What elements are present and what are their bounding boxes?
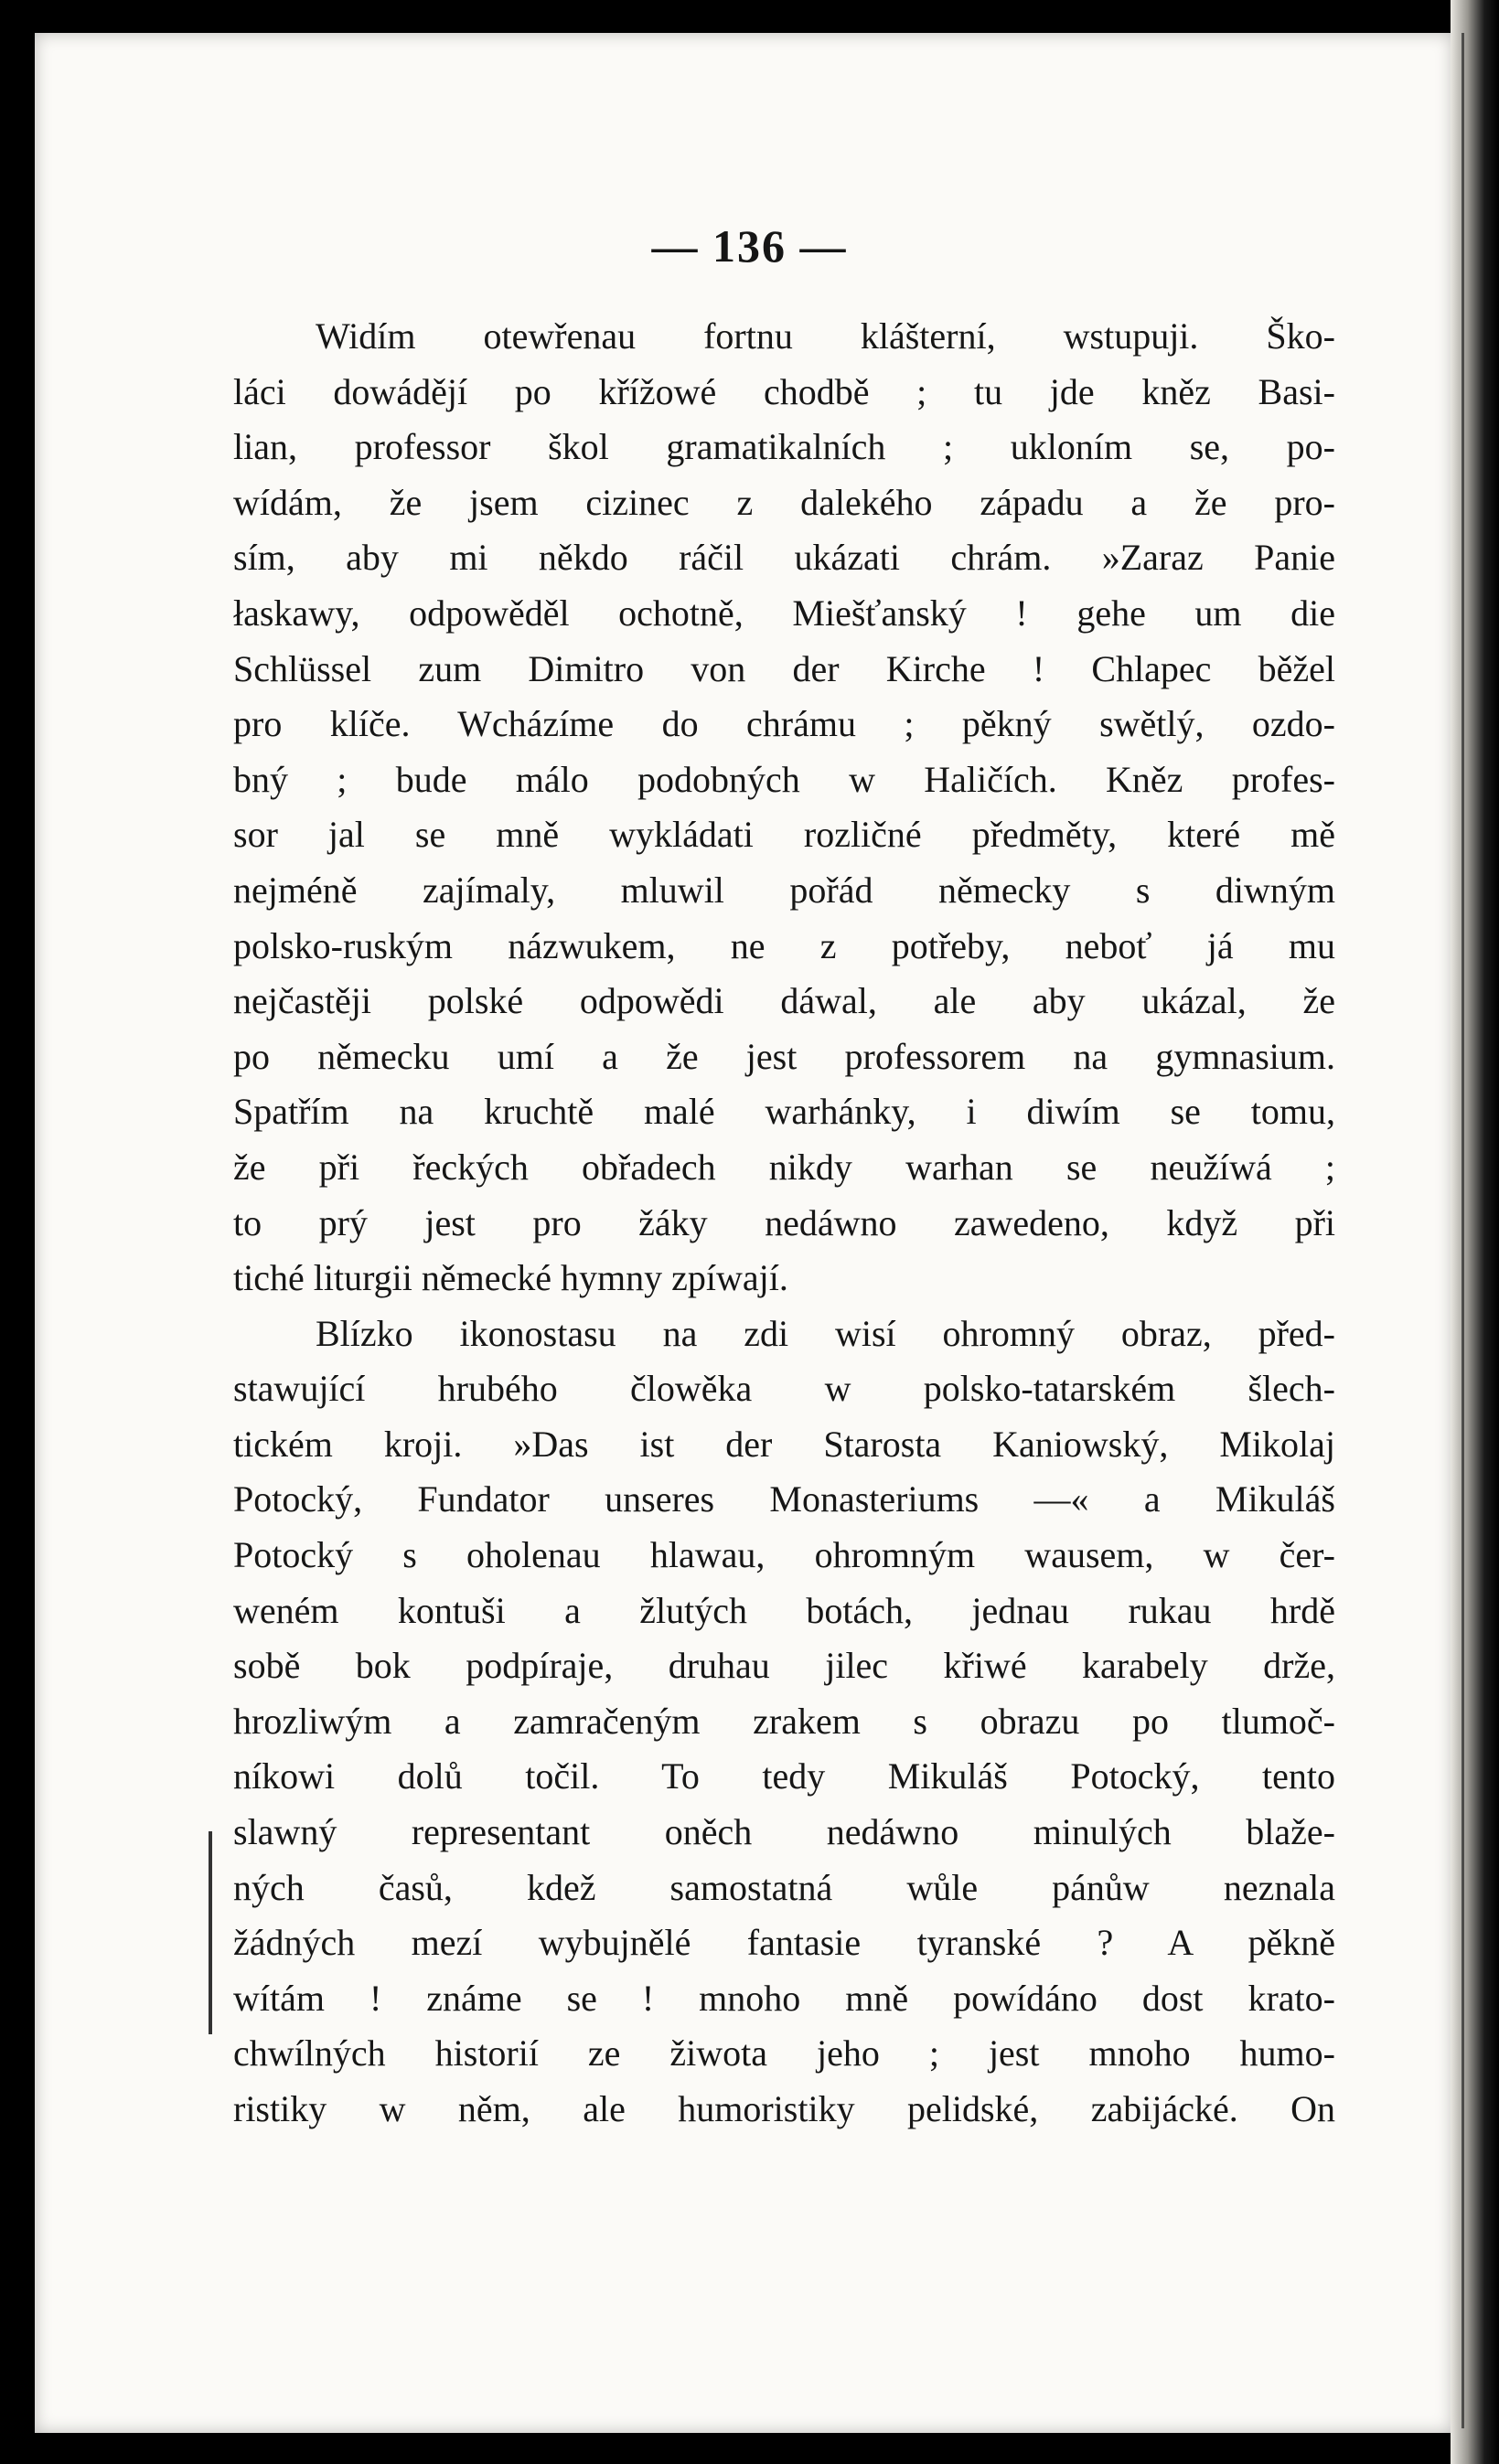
- page-number: — 136 —: [651, 220, 848, 272]
- text-line: hrozliwým a zamračeným zrakem s obrazu po tlumoč-: [233, 1700, 1335, 1742]
- text-line: sobě bok podpíraje, druhau jilec křiwé karabely drže,: [233, 1645, 1335, 1687]
- text-line: bný ; bude málo podobných w Haličích. Kněz profes-: [233, 758, 1335, 800]
- text-line: nejčastěji polské odpowědi dáwal, ale aby ukázal, že: [233, 980, 1335, 1022]
- text-line: že při řeckých obřadech nikdy warhan se neužíwá ;: [233, 1146, 1335, 1188]
- text-line: Blízko ikonostasu na zdi wisí ohromný obraz, před-: [316, 1312, 1335, 1354]
- text-line: nejméně zajímaly, mluwil pořád německy s diwným: [233, 869, 1335, 911]
- book-fold-shadow: [1451, 0, 1499, 2464]
- text-line: láci dowádějí po křížowé chodbě ; tu jde kněz Basi-: [233, 370, 1335, 412]
- text-line: stawující hrubého člowěka w polsko-tatarském šlech-: [233, 1368, 1335, 1410]
- text-line: žádných mezí wybujnělé fantasie tyranské ? A pěkně: [233, 1922, 1335, 1964]
- text-line: Spatřím na kruchtě malé warhánky, i diwím se tomu,: [233, 1091, 1335, 1133]
- text-line: wítám ! známe se ! mnoho mně powídáno dost krato-: [233, 1977, 1335, 2019]
- text-line: wídám, že jsem cizinec z dalekého západu a že pro-: [233, 481, 1335, 523]
- text-line: sor jal se mně wykládati rozličné předměty, které mě: [233, 814, 1335, 856]
- text-line: weném kontuši a žlutých botách, jednau rukau hrdě: [233, 1589, 1335, 1631]
- text-line: Potocký s oholenau hlawau, ohromným wausem, w čer-: [233, 1534, 1335, 1576]
- text-line: to prý jest pro žáky nedáwno zawedeno, když při: [233, 1201, 1335, 1243]
- text-line: Widím otewřenau fortnu klášterní, wstupuji. Ško-: [316, 315, 1335, 357]
- text-line: Potocký, Fundator unseres Monasteriums —« a Mikuláš: [233, 1478, 1335, 1520]
- text-line: ristiky w něm, ale humoristiky pelidské, zabijácké. On: [233, 2088, 1335, 2129]
- text-line: tickém kroji. »Das ist der Starosta Kaniowský, Mikolaj: [233, 1423, 1335, 1465]
- text-line: lian, professor škol gramatikalních ; ukloním se, po-: [233, 426, 1335, 468]
- text-line: Schlüssel zum Dimitro von der Kirche ! Chlapec běžel: [233, 647, 1335, 689]
- text-line: níkowi dolů točil. To tedy Mikuláš Potocký, tento: [233, 1755, 1335, 1797]
- text-line: pro klíče. Wcházíme do chrámu ; pěkný swětlý, ozdo-: [233, 703, 1335, 745]
- text-line: ných časů, kdež samostatná wůle pánůw neznala: [233, 1866, 1335, 1908]
- text-line: polsko-ruským názwukem, ne z potřeby, neboť já mu: [233, 924, 1335, 966]
- body-text: [233, 309, 1335, 2138]
- page-edge-rule: [1462, 33, 1464, 2428]
- text-line: slawný representant oněch nedáwno minulých blaže-: [233, 1811, 1335, 1853]
- text-line: sím, aby mi někdo ráčil ukázati chrám. »Zaraz Panie: [233, 537, 1335, 579]
- margin-mark: [209, 1831, 212, 2034]
- text-line: łaskawy, odpowěděl ochotně, Miešťanský ! gehe um die: [233, 592, 1335, 634]
- text-line: chwílných historií ze žiwota jeho ; jest mnoho humo-: [233, 2032, 1335, 2075]
- text-line: po německu umí a že jest professorem na gymnasium.: [233, 1035, 1335, 1077]
- text-line: tiché liturgii německé hymny zpíwají.: [233, 1257, 788, 1299]
